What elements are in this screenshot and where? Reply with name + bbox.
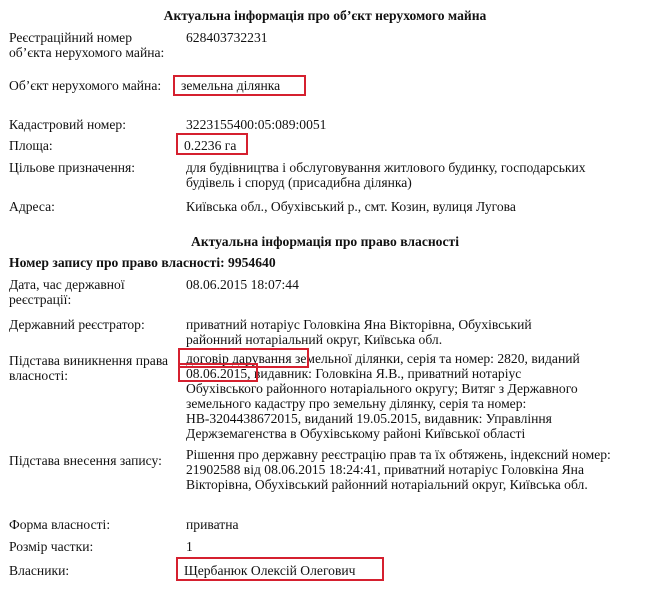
registrar-value: приватний нотаріус Головкіна Яна Вікторівна, Обухівський районний нотаріальний округ, Київська обл.	[186, 317, 532, 347]
ownership-record-number: Номер запису про право власності: 9954640	[9, 255, 276, 270]
area-label: Площа:	[9, 138, 53, 153]
date-value: 08.06.2015 18:07:44	[186, 277, 299, 292]
property-section-title: Актуальна інформація про об’єкт нерухомого майна	[163, 8, 487, 23]
object-label: Об’єкт нерухомого майна:	[9, 78, 162, 93]
ownership-section-title: Актуальна інформація про право власності	[191, 234, 459, 249]
area-value: 0.2236 га	[184, 138, 237, 153]
entry-basis-label: Підстава внесення запису:	[9, 453, 162, 468]
registrar-label: Державний реєстратор:	[9, 317, 145, 332]
entry-basis-value: Рішення про державну реєстрацію прав та їх обтяжень, індексний номер: 21902588 від 08.06.2015 18:24:41, приватний нотаріус Головкіна Яна Вікторівна, Обухівський районний нотаріальний округ, Київська обл.	[186, 447, 611, 492]
ownership-form-label: Форма власності:	[9, 517, 111, 532]
share-label: Розмір частки:	[9, 539, 94, 554]
basis-doc-date: 08.06.2015	[186, 366, 248, 381]
object-value: земельна ділянка	[181, 78, 281, 93]
ownership-form-value: приватна	[186, 517, 239, 532]
basis-label: Підстава виникнення права власності:	[9, 353, 169, 383]
owner-name: Щербанюк Олексій Олегович	[184, 563, 356, 578]
purpose-value: для будівництва і обслуговування житлового будинку, господарських будівель і споруд (присадибна ділянка)	[186, 160, 586, 190]
address-value: Київська обл., Обухівський р., смт. Козин, вулиця Лугова	[186, 199, 516, 214]
reg-num-label: Реєстраційний номер об’єкта нерухомого майна:	[9, 30, 165, 60]
basis-doc-details: земельної ділянки, серія та номер: 2820, виданий	[291, 351, 580, 366]
cadastre-value: 3223155400:05:089:0051	[186, 117, 327, 132]
basis-doc-type: договір дарування	[186, 351, 292, 366]
purpose-label: Цільове призначення:	[9, 160, 136, 175]
basis-date-highlight-box	[178, 363, 258, 382]
owners-label: Власники:	[9, 563, 70, 578]
share-value: 1	[186, 539, 193, 554]
reg-num-value: 628403732231	[186, 30, 268, 45]
address-label: Адреса:	[9, 199, 55, 214]
cadastre-label: Кадастровий номер:	[9, 117, 126, 132]
basis-doc-rest: , видавник: Головкіна Я.В., приватний нотаріус Обухівського районного нотаріального округу; Витяг з Державного земельного кадастру про земельну ділянку, серія та номер: НВ-3204438672015, виданий 19.05.2015, видавник: Управління Держземагенства в Обухівському районі Київської області	[186, 366, 578, 441]
date-label: Дата, час державної реєстрації:	[9, 277, 125, 307]
